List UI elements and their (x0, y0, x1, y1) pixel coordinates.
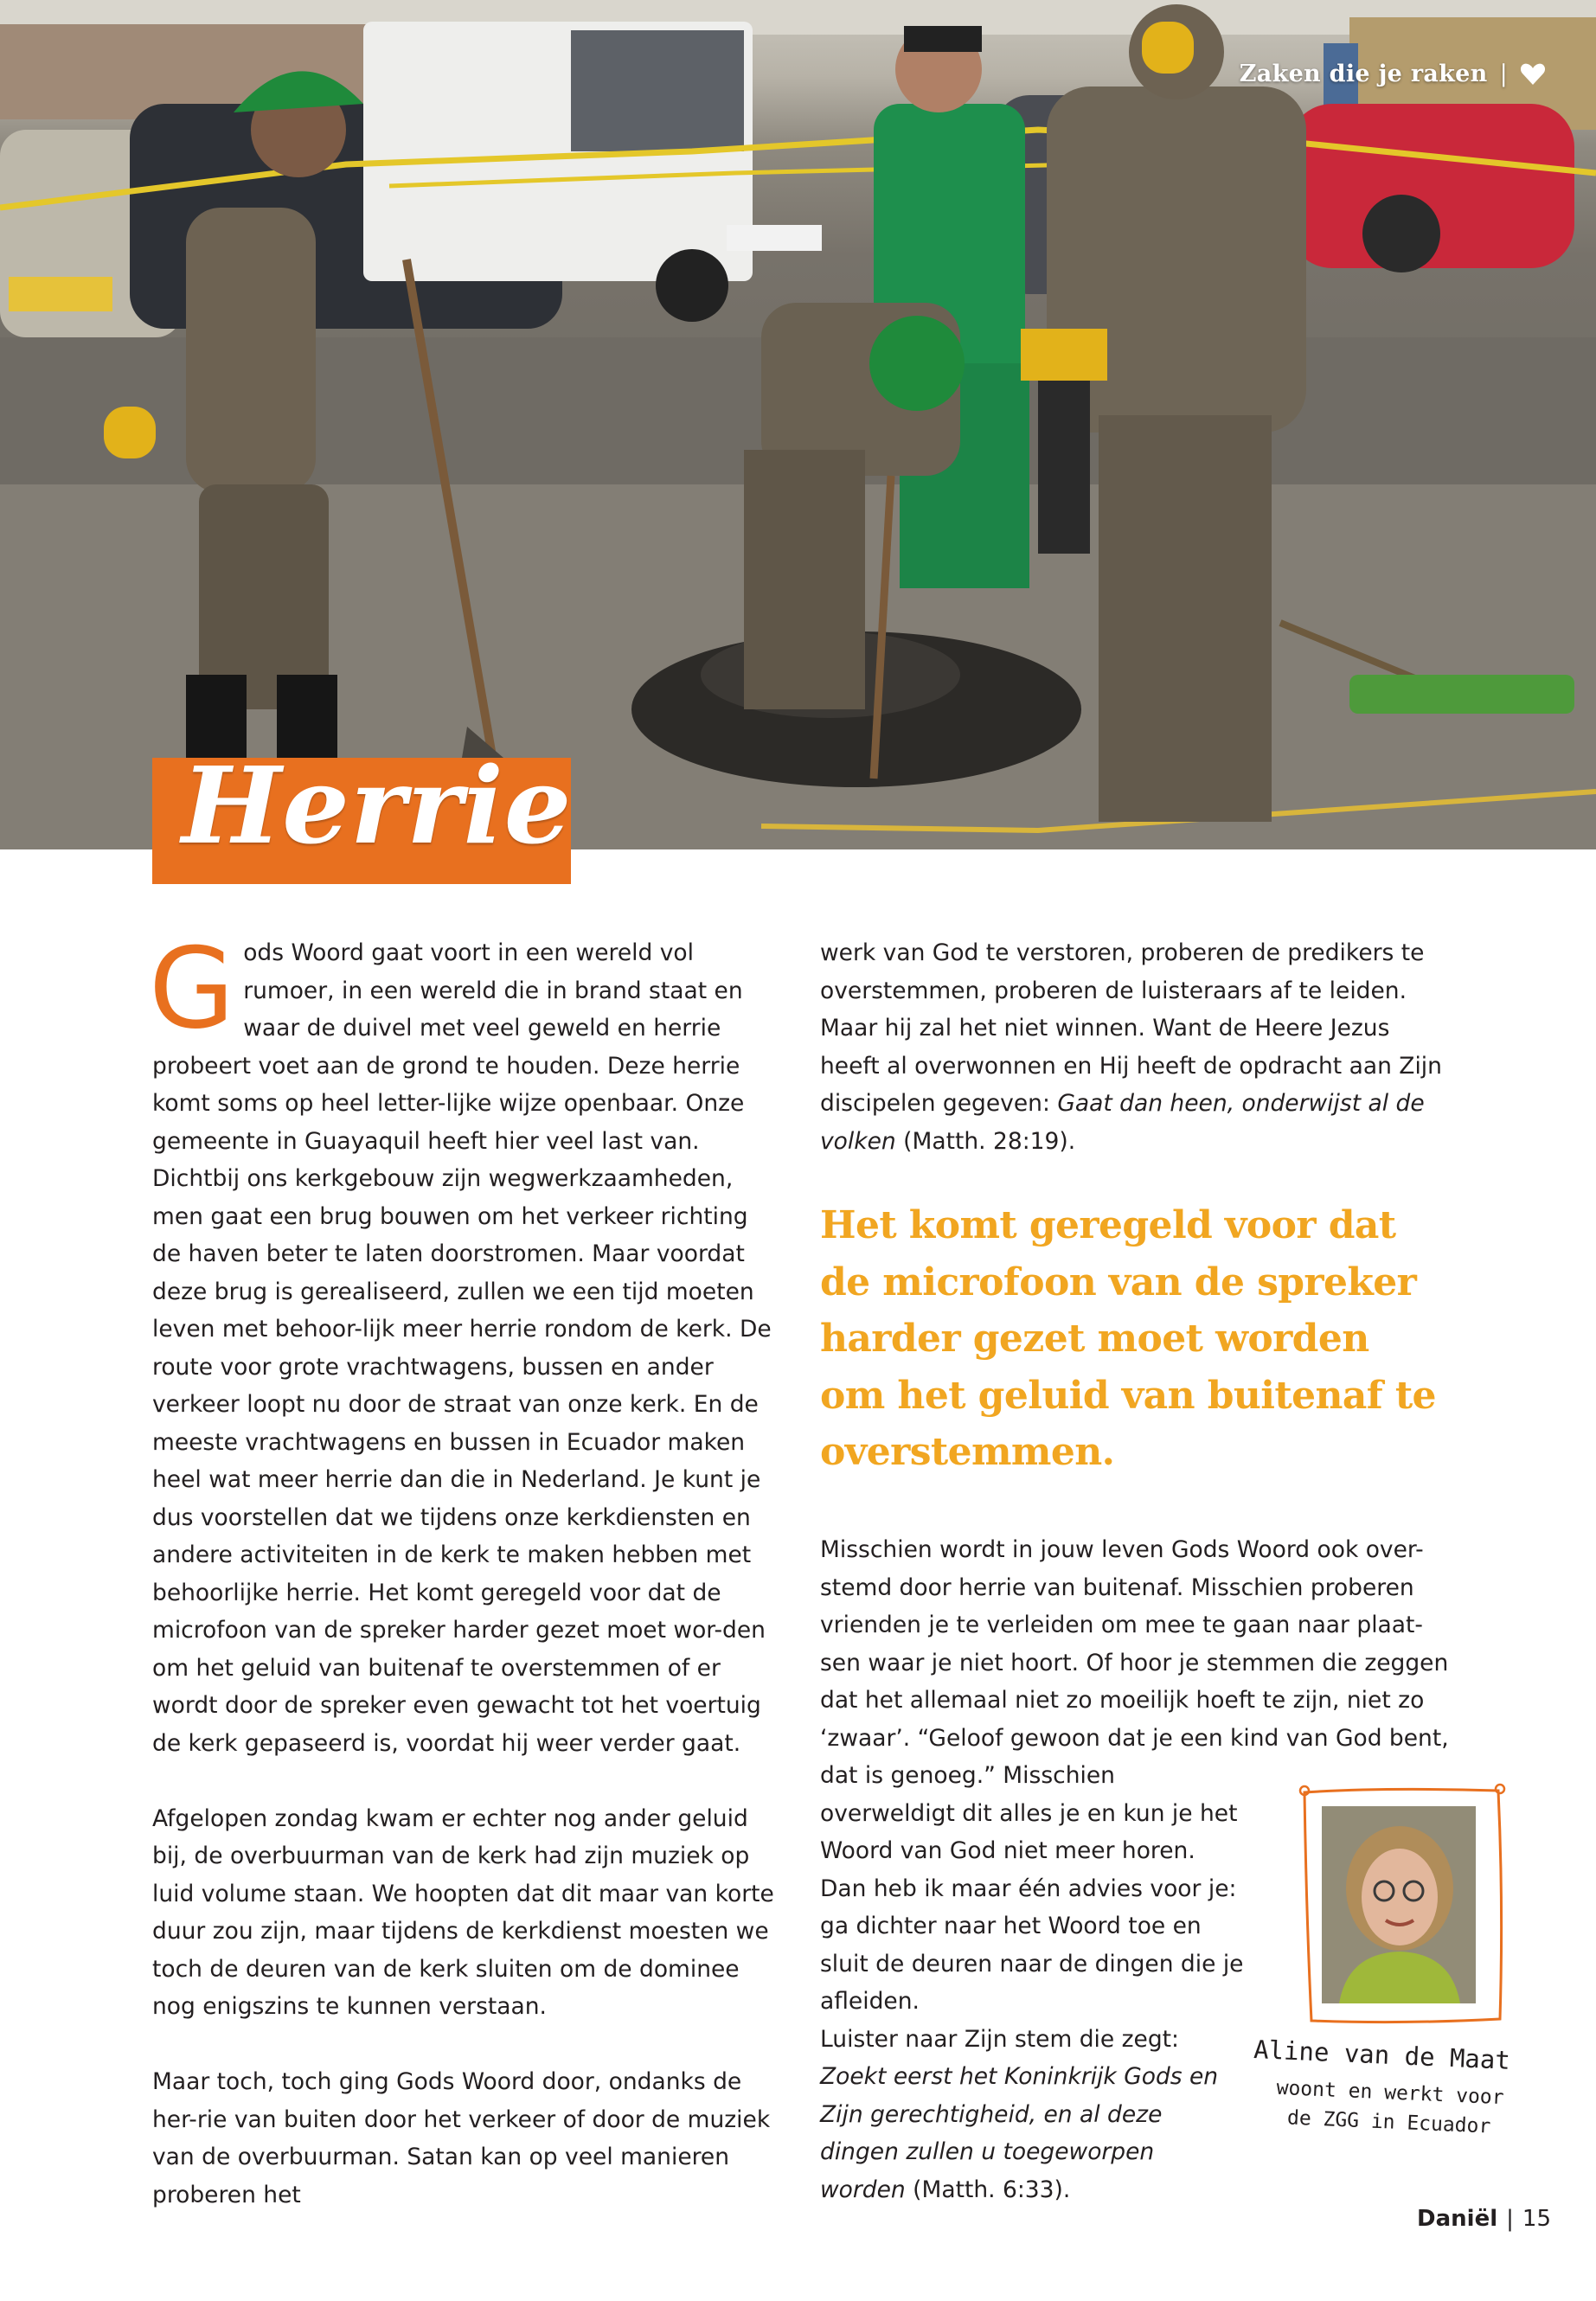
drop-cap: G (149, 925, 235, 1054)
author-portrait (1322, 1806, 1476, 2003)
scripture-quote-matthew-6: Zoekt eerst het Koninkrijk Gods en Zijn gerechtigheid, en al deze dingen zullen u toegeworpen worden (820, 2063, 1219, 2203)
paragraph-intro-text: ods Woord gaat voort in een wereld vol rumoer, in een wereld die in brand staat en waar de duivel met veel geweld en herrie probeert voet aan de grond te houden. Deze herrie komt soms op heel letter-lijke wijze openbaar. Onze gemeente in Guayaquil heeft hier veel last van. (152, 939, 745, 1155)
scripture-quote-matthew-28: Gaat dan heen, onderwijst al de volken (820, 1090, 1425, 1155)
magazine-name: Daniël (1417, 2206, 1498, 2232)
road-workers-photo (0, 0, 1596, 849)
paragraph-overcome-text: werk van God te verstoren, proberen de predikers te overstemmen, proberen de luisteraars af te leiden. Maar hij zal het niet winnen. Want de Heere Jezus heeft al overwonnen en Hij heeft de opdracht aan Zijn discipelen gegeven: (820, 939, 1442, 1117)
pull-quote-line: Het komt geregeld voor dat (820, 1203, 1396, 1247)
pull-quote-line: harder gezet moet worden (820, 1317, 1369, 1361)
author-role-line: de ZGG in Ecuador (1286, 2106, 1491, 2138)
hero-photo (0, 0, 1596, 849)
paragraph-listen-text: Luister naar Zijn stem die zegt: (820, 2025, 1179, 2053)
author-role-line: woont en werkt voor (1276, 2076, 1505, 2110)
heart-icon (1520, 62, 1546, 87)
author-role (1259, 2073, 1521, 2143)
paragraph-neighbour: Afgelopen zondag kwam er echter nog ander geluid bij, de overbuurman van de kerk had zijn muziek op luid volume staan. We hoopten dat dit maar van korte duur zou zijn, maar tijdens de kerkdienst moesten we toch de deuren van de kerk sluiten om de dominee nog enigszins te kunnen verstaan. (152, 1804, 774, 2020)
paragraph-advice: dat is genoeg.” Misschien overweldigt dit alles je en kun je het Woord van God niet meer horen. Dan heb ik maar één advies voor je: ga dichter naar het Woord toe en sluit de deuren naar de dingen die je afleiden. (820, 1762, 1244, 2015)
right-column-top (820, 934, 1447, 1160)
section-label (1240, 61, 1546, 87)
pull-quote-line: overstemmen. (820, 1430, 1115, 1474)
pull-quote (820, 1197, 1460, 1481)
left-column (149, 925, 779, 2214)
paragraph-nevertheless: Maar toch, toch ging Gods Woord door, ondanks de her-rie van buiten door het verkeer of door de muziek van de overbuurman. Satan kan op veel manieren proberen het (152, 2068, 771, 2208)
section-label-text: Zaken die je raken (1239, 61, 1488, 87)
author-name: Aline van de Maat (1253, 2035, 1511, 2075)
article-title: Herrie (182, 743, 573, 868)
section-separator: | (1499, 61, 1508, 87)
paragraph-your-life: Misschien wordt in jouw leven Gods Woord ook over-stemd door herrie van buitenaf. Misschien proberen vrienden je te verleiden om mee te gaan naar plaat-sen waar je niet hoort. Of hoor je stemmen die zeggen dat het allemaal niet zo moeilijk hoeft te zijn, niet zo ‘zwaar’. “Geloof gewoon dat je een kind van God bent, (820, 1536, 1449, 1752)
scripture-ref-matthew-28: (Matth. 28:19). (895, 1127, 1076, 1155)
author-card (1254, 1782, 1522, 2154)
footer-separator: | (1506, 2206, 1514, 2232)
pull-quote-line: de microfoon van de spreker (820, 1259, 1417, 1304)
page-number: 15 (1522, 2206, 1551, 2232)
author-portrait-image (1322, 1806, 1476, 2003)
paragraph-listen (820, 2021, 1244, 2209)
paragraph-roadworks: Dichtbij ons kerkgebouw zijn wegwerkzaamheden, men gaat een brug bouwen om het verkeer richting de haven beter te laten doorstromen. Maar voordat deze brug is gerealiseerd, zullen we een tijd moeten leven met behoor-lijk meer herrie rondom de kerk. De route voor grote vrachtwagens, bussen en ander verkeer loopt nu door de straat van onze kerk. En de meeste vrachtwagens en bussen in Ecuador maken heel wat meer herrie dan die in Nederland. Je kunt je dus voorstellen dat we tijdens onze kerkdiensten en andere activiteiten in de kerk te maken hebben met behoorlijke herrie. Het komt geregeld voor dat de microfoon van de spreker harder gezet moet wor-den om het geluid van buitenaf te overstemmen of er wordt door de spreker even gewacht tot het voertuig de kerk gepaseerd is, voordat hij weer verder gaat. (152, 1165, 772, 1757)
paragraph-intro (149, 925, 779, 1160)
paragraph-overcome (820, 934, 1447, 1160)
pull-quote-line: om het geluid van buitenaf te (820, 1373, 1436, 1418)
page-footer (1417, 2206, 1551, 2232)
scripture-ref-matthew-6: (Matth. 6:33). (905, 2176, 1071, 2203)
